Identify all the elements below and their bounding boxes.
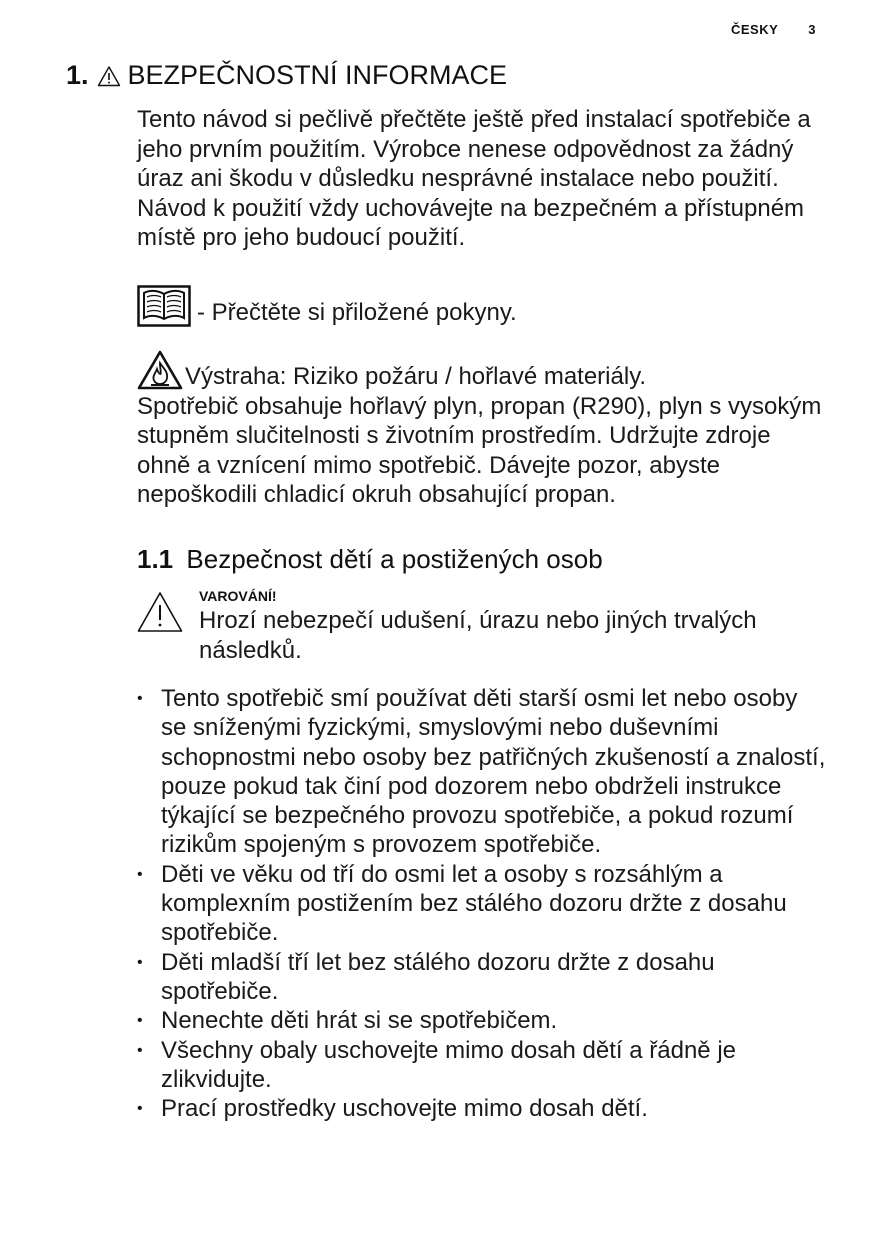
warning-box bbox=[137, 588, 759, 665]
list-item: • Tento spotřebič smí používat děti starší osmi let nebo osoby se sníženými fyzickými, smyslovými nebo duševními schopnostmi nebo osoby bez patřičných zkušeností a znalostí, pouze pokud tak činí pod dozorem nebo obdrželi instrukce týkající se bezpečného provozu spotřebiče, a pokud rozumí rizikům spojeným s provozem spotřebiče. bbox=[137, 684, 827, 860]
list-item: • Nenechte děti hrát si se spotřebičem. bbox=[137, 1006, 827, 1035]
section-heading: BEZPEČNOSTNÍ INFORMACE bbox=[127, 60, 508, 90]
flammable-warning-icon bbox=[137, 350, 183, 390]
page-header bbox=[731, 22, 816, 37]
read-instructions-row bbox=[137, 285, 517, 327]
warning-triangle-icon bbox=[137, 591, 183, 633]
warning-triangle-icon bbox=[97, 65, 121, 87]
warning-content bbox=[199, 588, 759, 665]
subsection-number: 1.1 bbox=[137, 544, 174, 574]
safety-bullet-list bbox=[137, 684, 827, 1123]
open-book-icon bbox=[137, 285, 191, 327]
warning-label: VAROVÁNÍ! bbox=[199, 588, 277, 604]
page-number: 3 bbox=[808, 22, 816, 37]
fire-warning-text: Spotřebič obsahuje hořlavý plyn, propan (R290), plyn s vysokým stupněm slučitelnosti s životním prostředím. Udržujte zdroje ohně a vznícení mimo spotřebič. Dávejte pozor, abyste nepoškodili chladicí okruh obsahující propan. bbox=[137, 392, 822, 508]
list-item: • Všechny obaly uschovejte mimo dosah dětí a řádně je zlikvidujte. bbox=[137, 1036, 827, 1095]
list-item: • Děti ve věku od tří do osmi let a osoby s rozsáhlým a komplexním postižením bez stálého dozoru držte z dosahu spotřebiče. bbox=[137, 860, 827, 948]
fire-warning-heading: Výstraha: Riziko požáru / hořlavé materiály. bbox=[185, 363, 647, 390]
section-title bbox=[66, 60, 507, 91]
subsection-title bbox=[137, 544, 603, 575]
read-instructions-text: - Přečtěte si přiložené pokyny. bbox=[197, 299, 517, 326]
list-item: • Děti mladší tří let bez stálého dozoru držte z dosahu spotřebiče. bbox=[137, 948, 827, 1007]
subsection-heading: Bezpečnost dětí a postižených osob bbox=[186, 544, 603, 574]
fire-warning-block bbox=[137, 350, 827, 510]
warning-text: Hrozí nebezpečí udušení, úrazu nebo jiných trvalých následků. bbox=[199, 607, 757, 664]
intro-paragraph: Tento návod si pečlivě přečtěte ještě před instalací spotřebiče a jeho prvním použitím. Výrobce nenese odpovědnost za žádný úraz ani škodu v důsledku nesprávné instalace nebo použití. Návod k použití vždy uchovávejte na bezpečném a přístupném místě pro jeho budoucí použití. bbox=[137, 106, 811, 251]
list-item: • Prací prostředky uschovejte mimo dosah dětí. bbox=[137, 1094, 827, 1123]
section-number: 1. bbox=[66, 60, 89, 90]
language-label: ČESKY bbox=[730, 22, 779, 37]
